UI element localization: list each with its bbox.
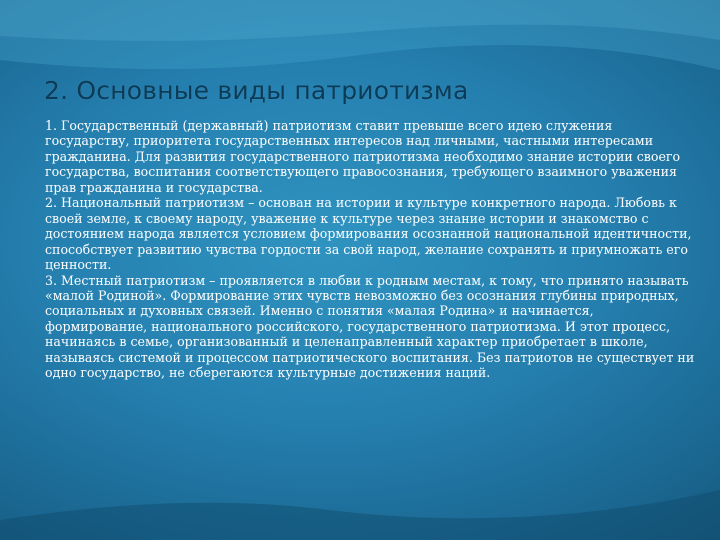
paragraph-text: – основан на истории и культуре конкретного народа. Любовь к своей земле, к своему народу, уважение к культуре через знание истории и знакомство с достоянием народа является условием формирования осознанной национальной идентичности, способствует развитию чувства гордости за свой народ, желание сохранять и приумножать его ценности. bbox=[45, 195, 692, 273]
paragraph-lead: 2. Национальный патриотизм bbox=[45, 195, 245, 211]
paragraph-text: патриотизм ставит превыше всего идею служения государству, приоритета государственных интересов над личными, частными интересами гражданина. Для развития государственного патриотизма необходимо знание истории своего государства, воспитания соответствующего правосознания, требующего взаимного уважения прав гражданина и государства. bbox=[45, 118, 681, 195]
paragraph-lead: 3. Местный патриотизм bbox=[45, 272, 206, 288]
slide-body bbox=[45, 118, 695, 381]
paragraph-state-patriotism bbox=[45, 118, 695, 195]
paragraph-national-patriotism bbox=[45, 195, 695, 272]
paragraph-local-patriotism bbox=[45, 273, 695, 381]
slide-title: 2. Основные виды патриотизма bbox=[44, 76, 469, 105]
paragraph-text: – проявляется в любви к родным местам, к тому, что принято называть «малой Родиной». Формирование этих чувств невозможно без осознания глубины природных, социальных и духовных связей. Именно с понятия «малая Родина» и начинается, формирование, национального российского, государственного патриотизма. И этот процесс, начинаясь в семье, организованный и целенаправленный характер приобретает в школе, называясь системой и процессом патриотического воспитания. Без патриотов не существует ни одно государство, не сберегаются культурные достижения наций. bbox=[45, 272, 695, 381]
paragraph-lead: 1. Государственный (державный) bbox=[45, 118, 269, 133]
